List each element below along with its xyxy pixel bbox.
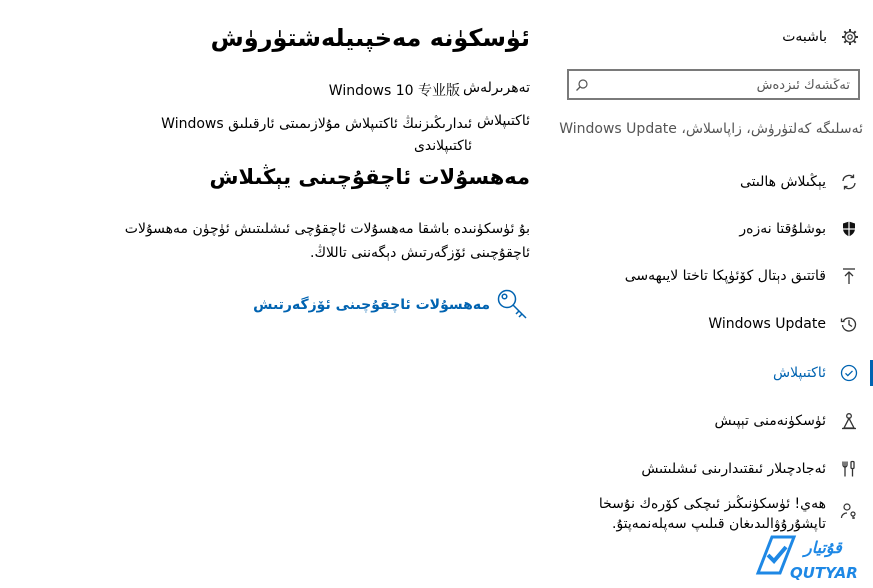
locate-device-icon <box>840 412 858 430</box>
product-key-description: بۇ ئۈسكۈنىدە باشقا مەھسۇلات ئاچقۇچى ئىشلىتىش ئۈچۈن مەھسۇلات ئاچقۇچىنى ئۆزگەرتىش دېگەننى تاللاڭ. <box>124 221 530 261</box>
nav-item-label: قاتتىق دېتال كۆئۈپكا تاختا لايىھەسى <box>624 268 826 284</box>
nav-item-activation[interactable] <box>553 355 873 391</box>
nav-item-label: ئۈسكۈنەمنى تېپىش <box>714 413 826 429</box>
nav-item-label: ھەي! ئۈسكۈنىڭىز ئىچكى كۆرەك نۇسخا تاپشۇرۇۋالىدىغان قىلىپ سەپلەنمەپتۇ. <box>598 496 826 532</box>
page-title: ئۈسكۈنە مەخپىيلەشتۈرۈش <box>210 24 530 52</box>
nav-item-windows-update[interactable] <box>553 306 873 342</box>
nav-item-label: بوشلۇقتا نەزەر <box>739 221 826 237</box>
nav-home[interactable] <box>782 26 859 48</box>
nav-item-developers[interactable] <box>553 451 873 487</box>
gear-icon <box>841 28 859 46</box>
upload-icon <box>840 267 858 285</box>
activation-row <box>142 113 530 157</box>
logo-latin-text: QUTYAR <box>790 564 858 581</box>
search-icon <box>575 77 589 91</box>
edition-key: تەھرىرلەش <box>463 80 530 96</box>
history-icon <box>840 315 858 333</box>
activation-key: ئاكتىپلاش <box>477 113 530 129</box>
nav-item-find-device[interactable] <box>553 403 873 439</box>
nav-item-security[interactable] <box>553 211 873 247</box>
logo-script-text: قۇتيار <box>804 538 842 557</box>
nav-home-label: باشبەت <box>782 29 827 45</box>
search-input[interactable] <box>591 75 850 95</box>
settings-search-box[interactable] <box>567 69 860 100</box>
product-key-heading: مەھسۇلات ئاچقۇچىنى يېڭىلاش <box>209 165 530 189</box>
nav-item-label: Windows Update <box>708 316 826 332</box>
key-icon <box>496 288 530 322</box>
nav-item-delivery[interactable] <box>553 258 873 294</box>
nav-item-label: ئاكتىپلاش <box>773 365 826 381</box>
edition-value: Windows 10 专业版 <box>328 83 460 99</box>
change-product-key-label: مەھسۇلات ئاچقۇچىنى ئۆزگەرتىش <box>253 297 490 313</box>
nav-item-label: ئەجادچىلار ئىقتىدارىنى ئىشلىتىش <box>641 461 826 477</box>
edition-row <box>142 80 530 102</box>
change-product-key-link[interactable] <box>253 288 530 322</box>
tools-icon <box>840 460 858 478</box>
sync-icon <box>840 173 858 191</box>
check-circle-icon <box>840 364 858 382</box>
nav-item-update-status[interactable] <box>553 164 873 200</box>
nav-section-label: ئەسلىگە كەلتۈرۈش، زاپاسلاش، Windows Update <box>559 121 863 137</box>
person-key-icon <box>840 502 858 520</box>
activation-status: ئىدارىڭىزنىڭ ئاكتىپلاش مۇلازىمىتى ئارقىلىق Windows ئاكتىپلاندى <box>161 116 472 154</box>
qutyar-logo <box>754 533 866 581</box>
nav-item-label: يېڭىلاش ھالىتى <box>739 174 826 190</box>
shield-icon <box>840 220 858 238</box>
